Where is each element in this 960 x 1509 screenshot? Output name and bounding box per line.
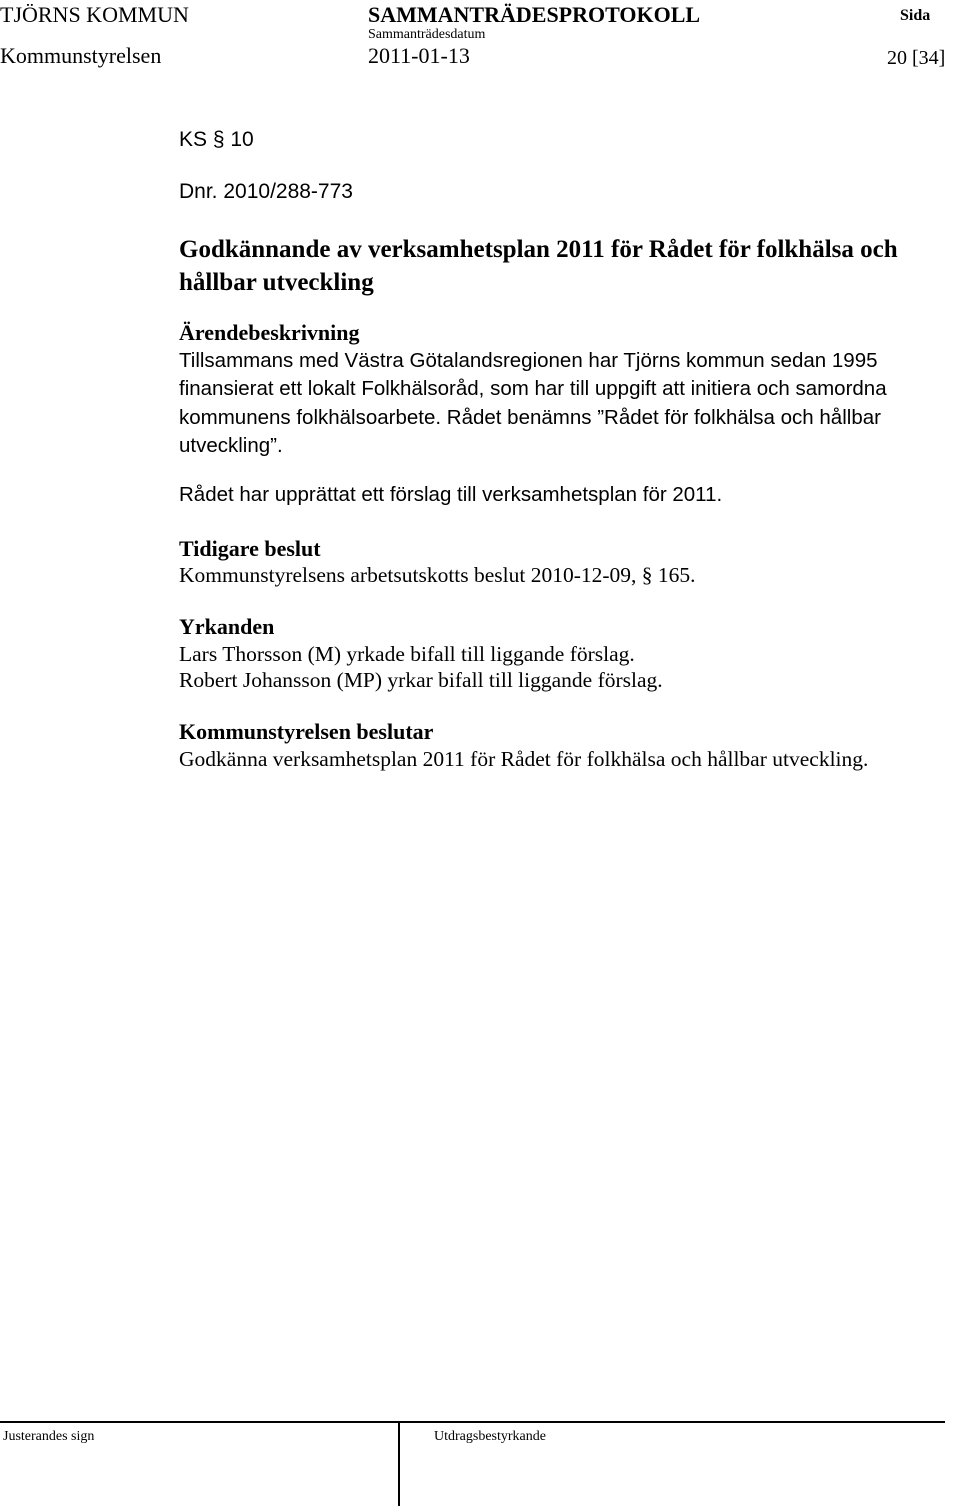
description-text: Tillsammans med Västra Götalandsregionen har Tjörns kommun sedan 1995 finansierat ett lokalt Folkhälsoråd, som har till uppgift att initiera och samordna kommunens folkhälsoarbete. Rådet benämns ”Rådet för folkhälsa och hållbar utveckling”.: [179, 349, 887, 457]
meeting-date: 2011-01-13: [368, 43, 470, 68]
decision-text: Godkänna verksamhetsplan 2011 för Rådet för folkhälsa och hållbar utveckling.: [179, 747, 869, 771]
case-title: Godkännande av verksamhetsplan 2011 för Rådet för folkhälsa och hållbar utveckling: [179, 236, 898, 296]
footer-divider: [398, 1421, 400, 1506]
decision-heading: Kommunstyrelsen beslutar: [179, 719, 434, 744]
motions-heading: Yrkanden: [179, 614, 275, 639]
case-registration-number: Dnr. 2010/288-773: [179, 180, 353, 203]
document-type: SAMMANTRÄDESPROTOKOLL: [368, 2, 701, 27]
signature-label: Justerandes sign: [3, 1429, 95, 1444]
certification-label: Utdragsbestyrkande: [434, 1429, 546, 1444]
description-text-2: Rådet har upprättat ett förslag till verksamhetsplan för 2011.: [179, 483, 723, 506]
page-number: 20 [34]: [887, 47, 946, 69]
previous-decision-heading: Tidigare beslut: [179, 536, 321, 561]
meeting-date-label: Sammanträdesdatum: [368, 27, 486, 42]
description-heading: Ärendebeskrivning: [179, 320, 360, 345]
page-label: Sida: [900, 7, 931, 24]
motion-item: Robert Johansson (MP) yrkar bifall till liggande förslag.: [179, 668, 663, 692]
organization-name: TJÖRNS KOMMUN: [0, 2, 189, 27]
footer-rule: [0, 1421, 945, 1423]
case-section-number: KS § 10: [179, 128, 254, 151]
previous-decision-text: Kommunstyrelsens arbetsutskotts beslut 2010-12-09, § 165.: [179, 563, 696, 587]
committee-name: Kommunstyrelsen: [0, 43, 162, 68]
motion-item: Lars Thorsson (M) yrkade bifall till liggande förslag.: [179, 642, 635, 666]
